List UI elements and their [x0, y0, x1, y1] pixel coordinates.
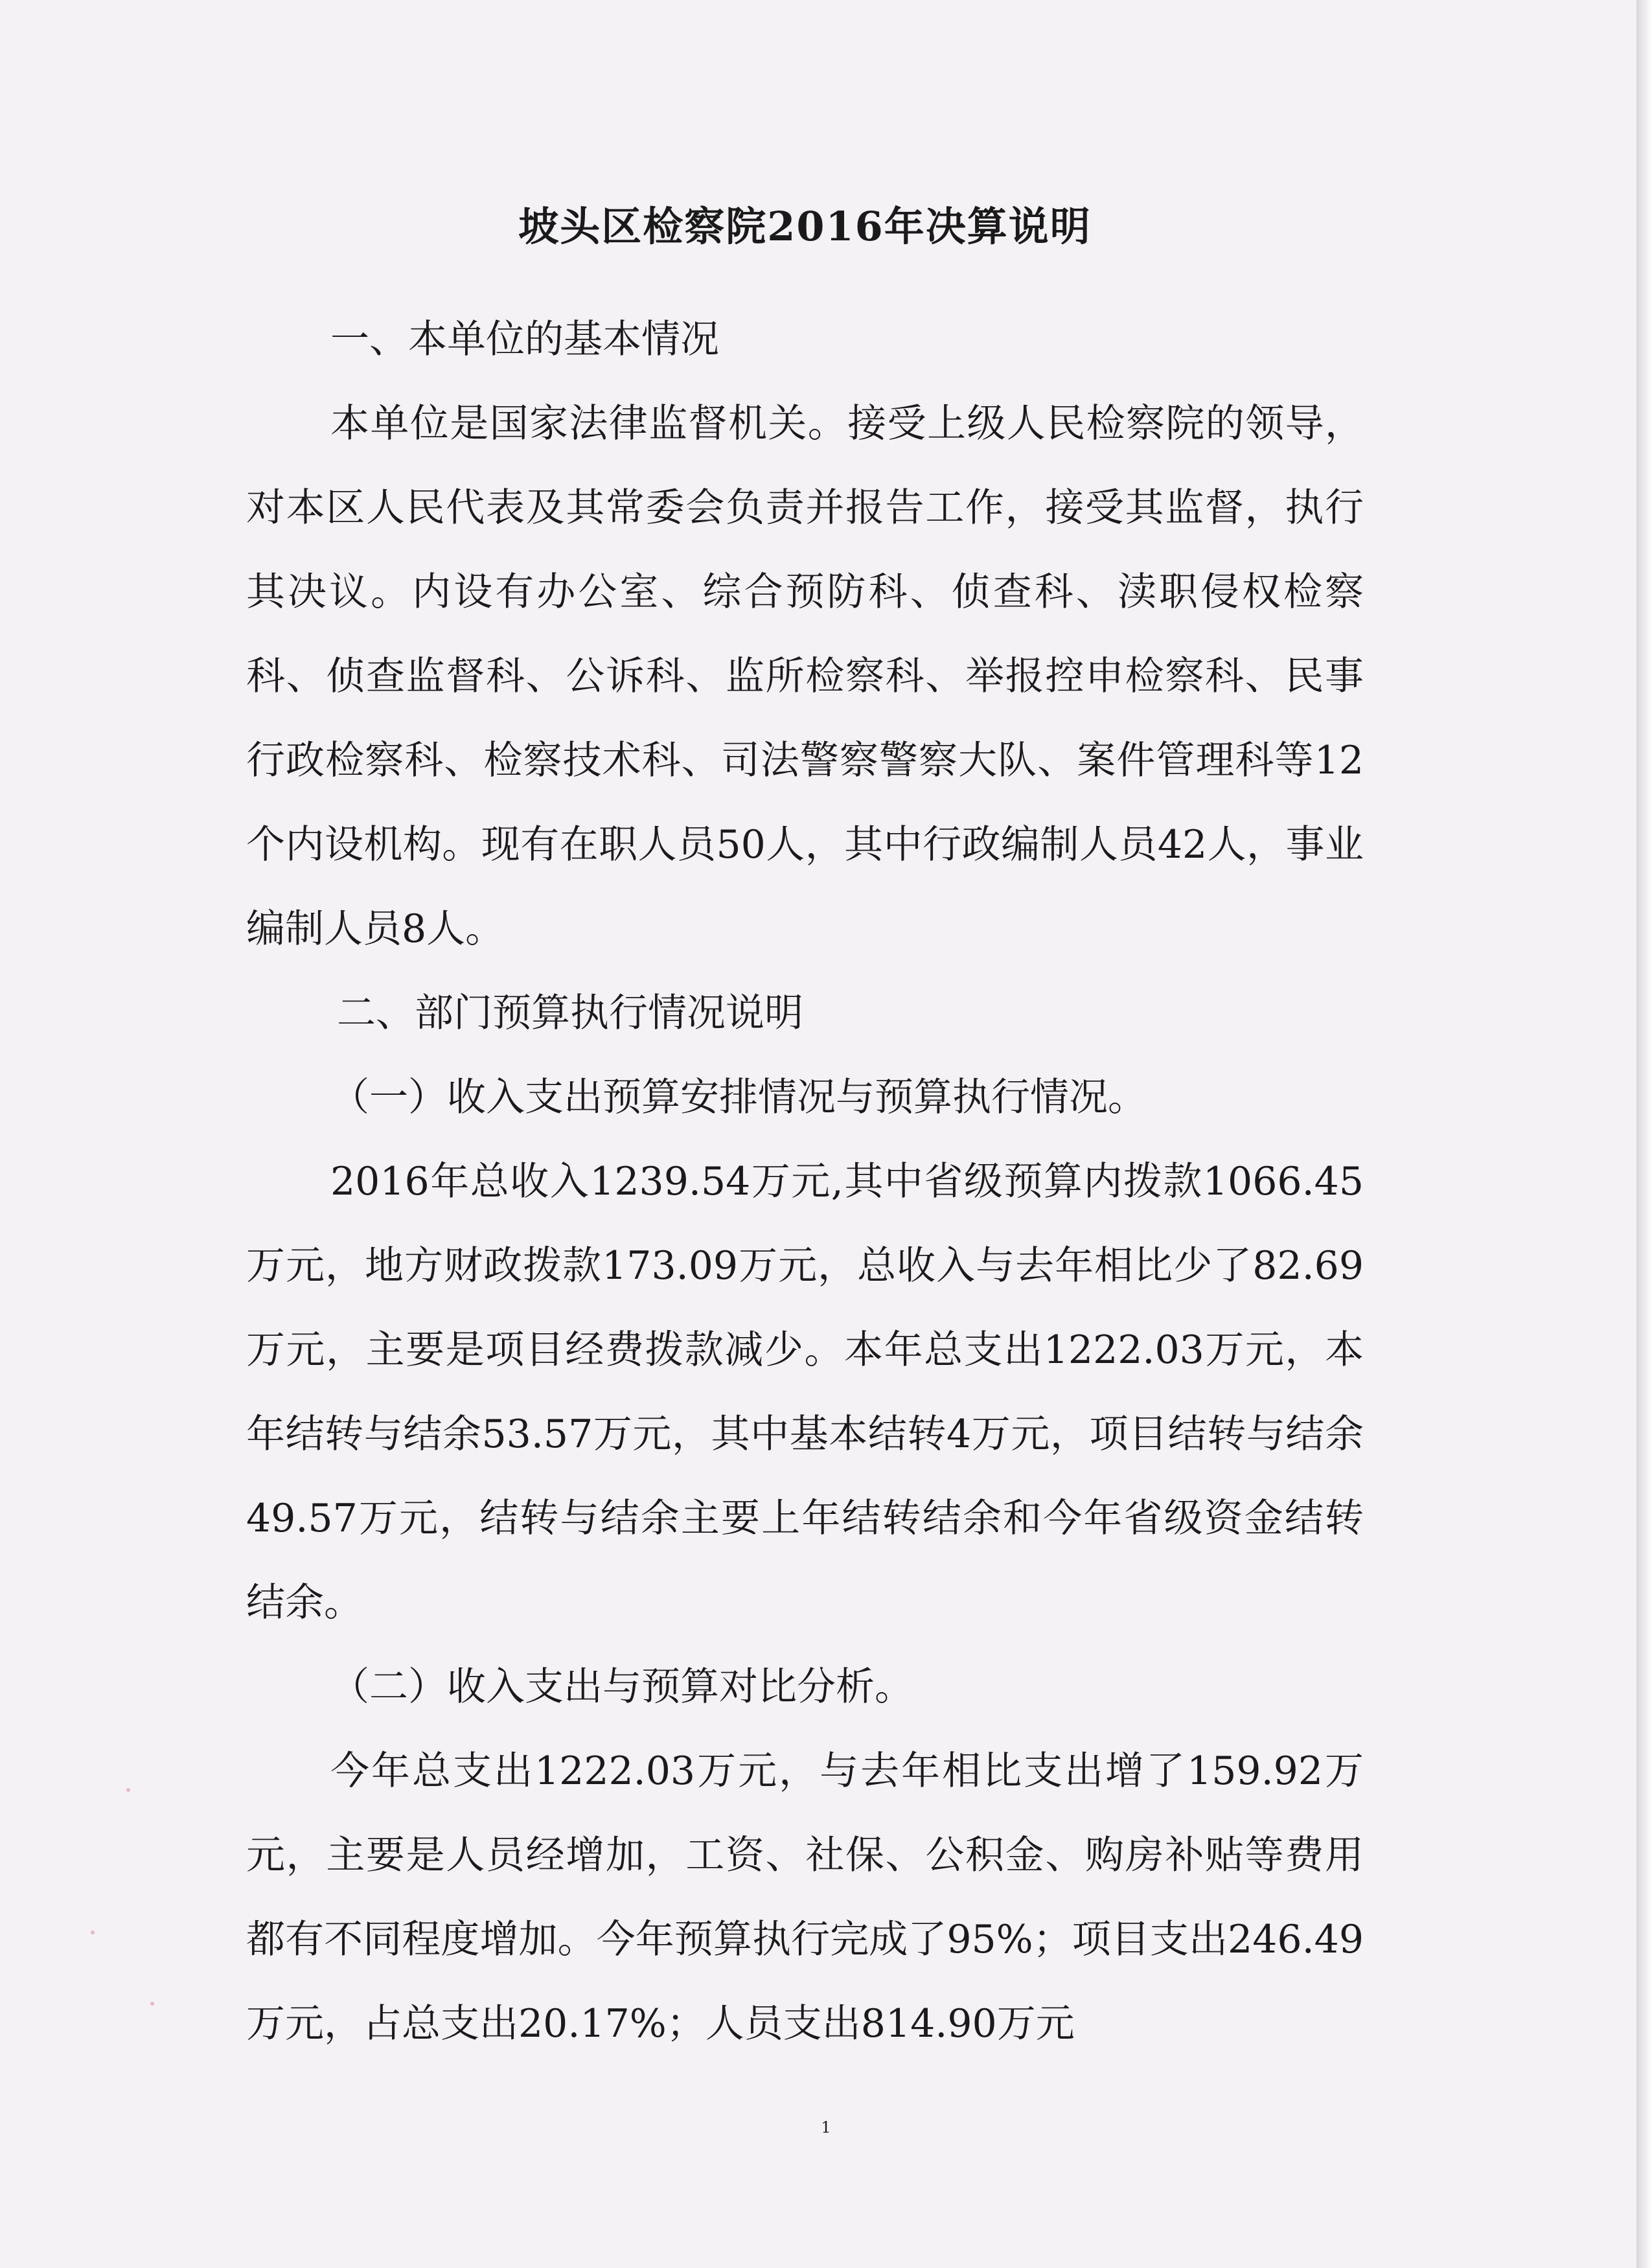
document-title: 坡头区检察院2016年决算说明 [518, 203, 1092, 250]
document-body [246, 194, 1364, 2066]
subsection-heading-comparison: （二）收入支出与预算对比分析。 [330, 1664, 913, 1710]
scan-speck [91, 1930, 95, 1934]
scan-speck [150, 2002, 154, 2006]
scan-edge [1636, 0, 1652, 2268]
page-number: 1 [821, 2118, 831, 2136]
section-heading-budget-execution: 二、部门预算执行情况说明 [337, 991, 803, 1036]
paragraph-basic-info: 本单位是国家法律监督机关。接受上级人民检察院的领导，对本区人民代表及其常委会负责并报告工作，接受其监督，执行其决议。内设有办公室、综合预防科、侦查科、渎职侵权检察科、侦查监督科、公诉科、监所检察科、举报控申检察科、民事行政检察科、检察技术科、司法警察警察大队、案件管理科等12个内设机构。现有在职人员50人，其中行政编制人员42人，事业编制人员8人。 [246, 401, 1364, 952]
subsection-heading-income-expenditure: （一）收入支出预算安排情况与预算执行情况。 [330, 1075, 1147, 1120]
paragraph-income-expenditure: 2016年总收入1239.54万元,其中省级预算内拨款1066.45万元，地方财政拨款173.09万元，总收入与去年相比少了82.69万元，主要是项目经费拨款减少。本年总支出1222.03万元，本年结转与结余53.57万元，其中基本结转4万元，项目结转与结余49.57万元，结转与结余主要上年结转结余和今年省级资金结转结余。 [246, 1159, 1364, 1625]
section-heading-basic-info: 一、本单位的基本情况 [330, 317, 719, 362]
paragraph-comparison: 今年总支出1222.03万元，与去年相比支出增了159.92万元，主要是人员经增加，工资、社保、公积金、购房补贴等费用都有不同程度增加。今年预算执行完成了95%；项目支出246.49万元，占总支出20.17%；人员支出814.90万元 [246, 1748, 1364, 2046]
scan-speck [126, 1788, 130, 1792]
